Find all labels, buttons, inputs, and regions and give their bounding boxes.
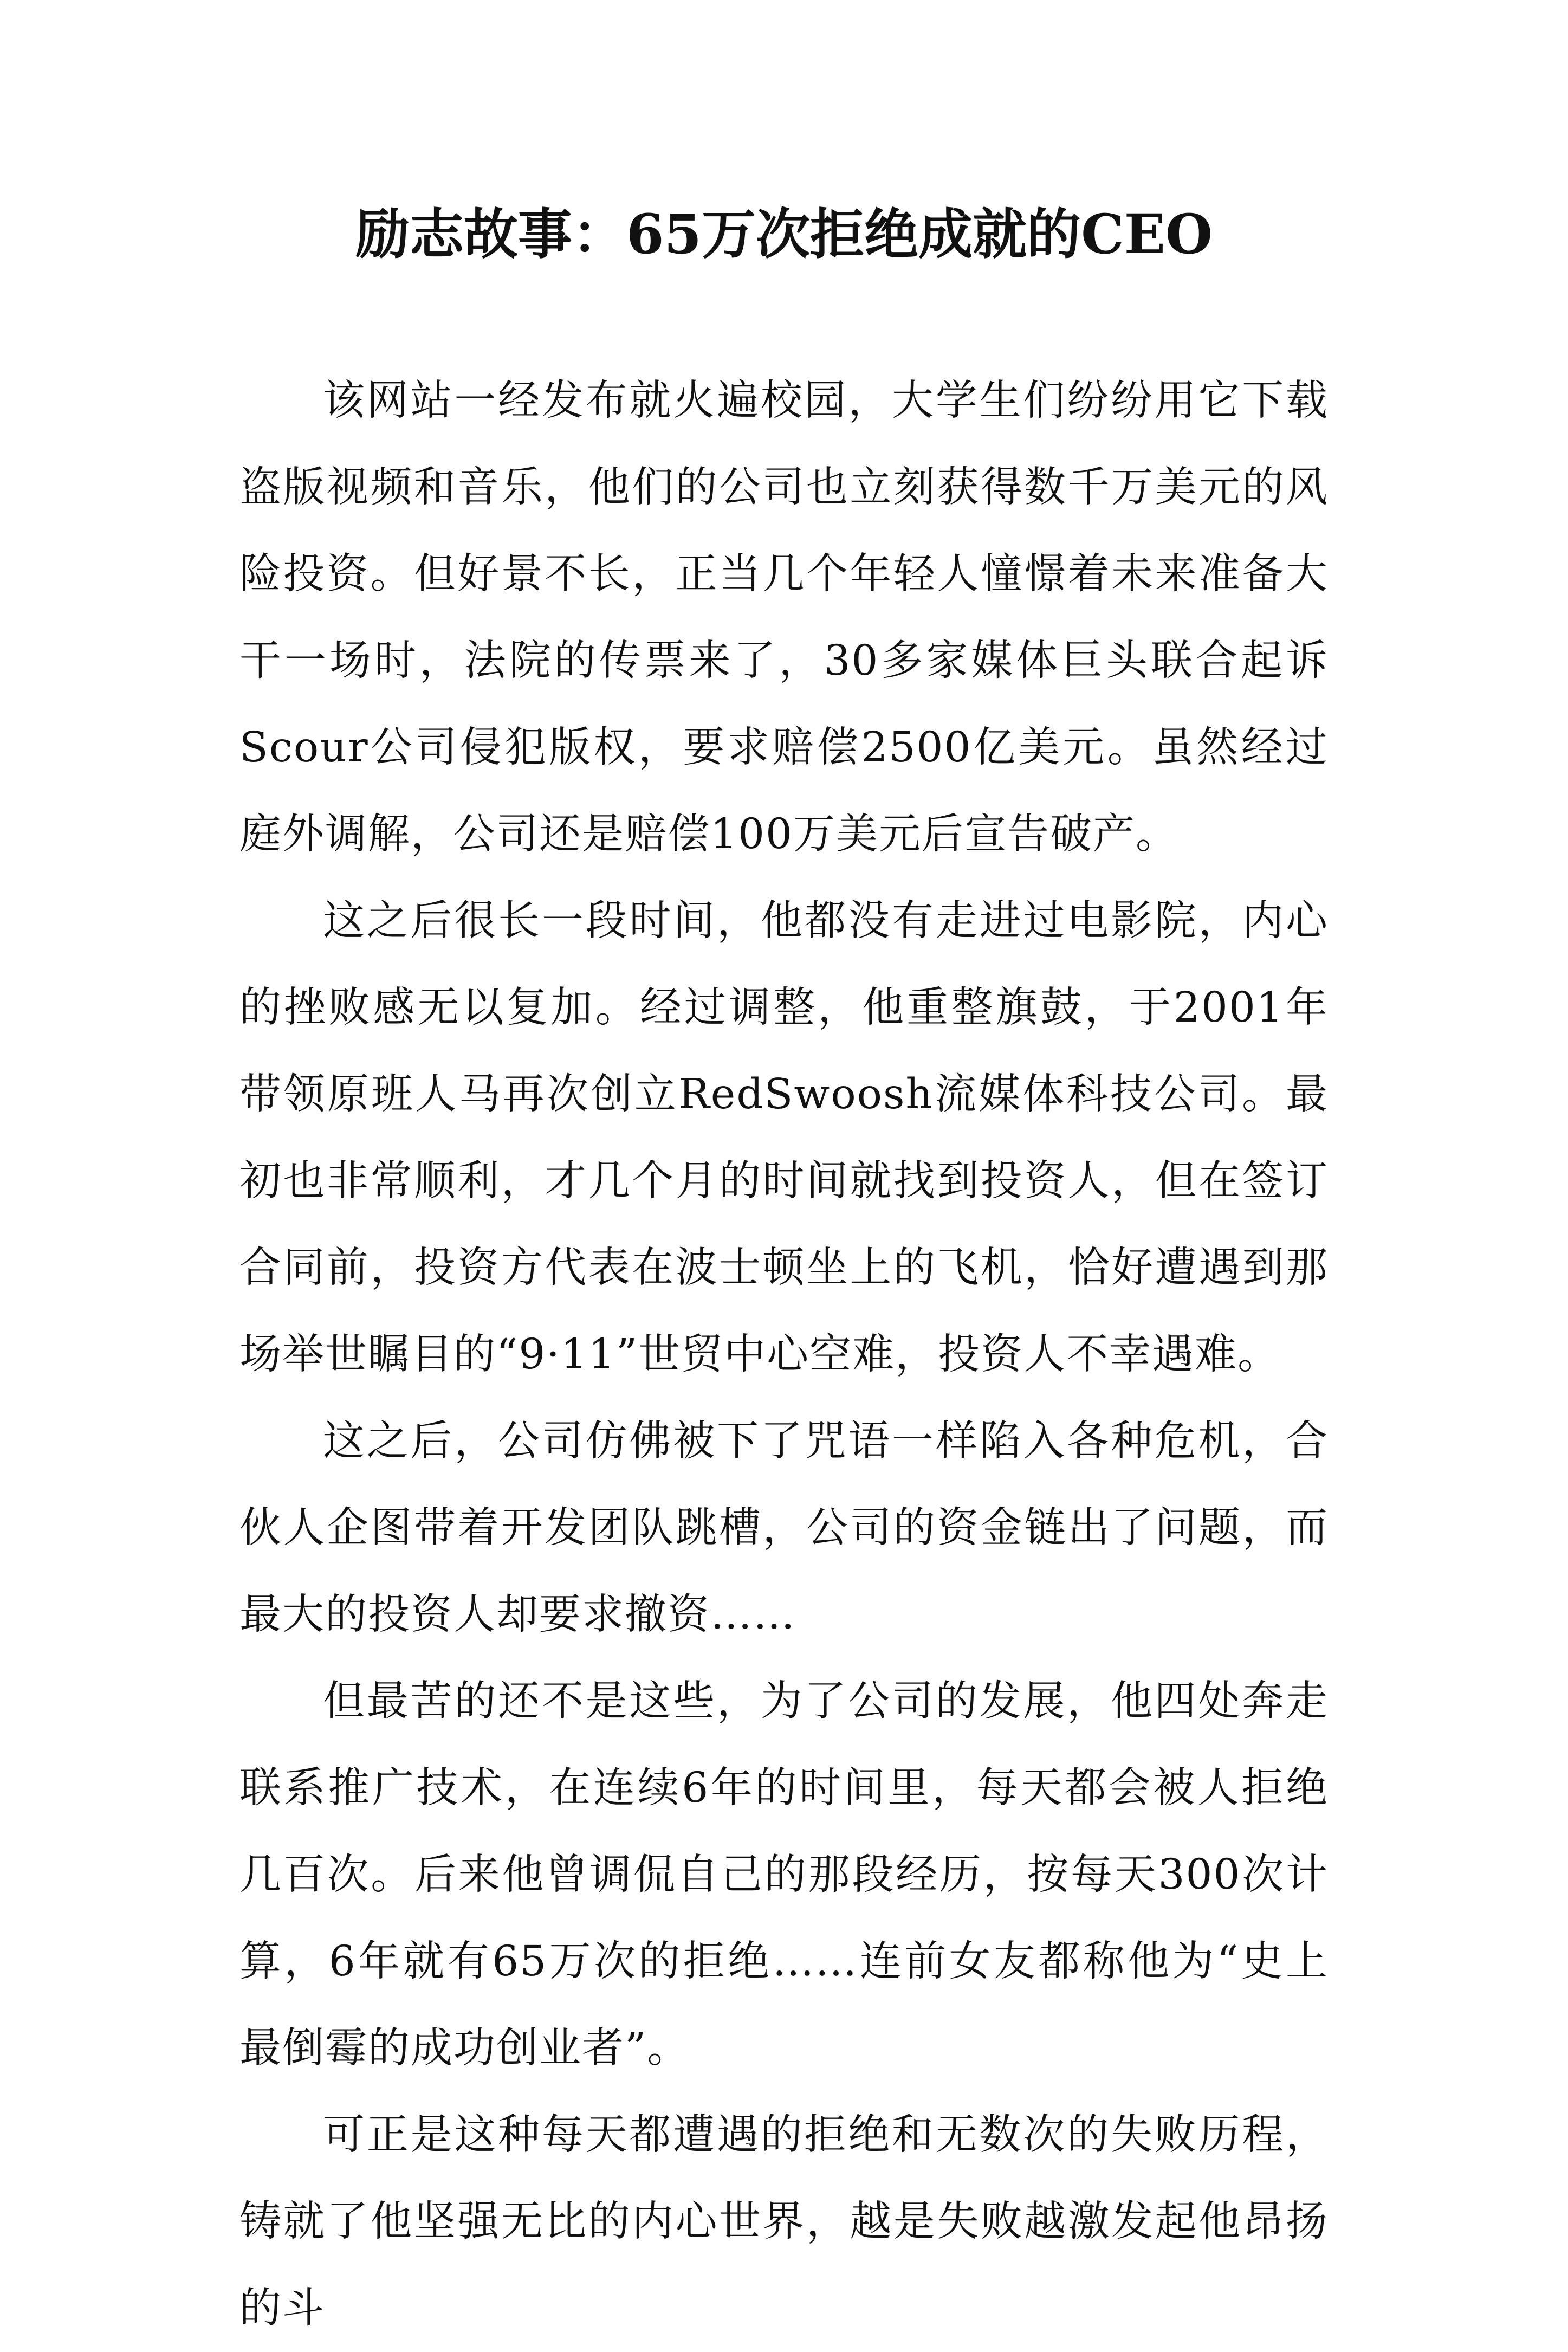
document-body xyxy=(239,358,1329,2352)
paragraph-1: 该网站一经发布就火遍校园，大学生们纷纷用它下载盗版视频和音乐，他们的公司也立刻获得数千万美元的风险投资。但好景不长，正当几个年轻人憧憬着未来准备大干一场时，法院的传票来了，30多家媒体巨头联合起诉Scour公司侵犯版权，要求赔偿2500亿美元。虽然经过庭外调解，公司还是赔偿100万美元后宣告破产。 xyxy=(239,377,1329,858)
paragraph-5: 可正是这种每天都遭遇的拒绝和无数次的失败历程，铸就了他坚强无比的内心世界，越是失败越激发起他昂扬的斗 xyxy=(239,2111,1329,2332)
paragraph-2: 这之后很长一段时间，他都没有走进过电影院，内心的挫败感无以复加。经过调整，他重整旗鼓，于2001年带领原班人马再次创立RedSwoosh流媒体科技公司。最初也非常顺利，才几个月的时间就找到投资人，但在签订合同前，投资方代表在波士顿坐上的飞机，恰好遭遇到那场举世瞩目的“9·11”世贸中心空难，投资人不幸遇难。 xyxy=(239,897,1329,1379)
paragraph-4: 但最苦的还不是这些，为了公司的发展，他四处奔走联系推广技术，在连续6年的时间里，每天都会被人拒绝几百次。后来他曾调侃自己的那段经历，按每天300次计算，6年就有65万次的拒绝……连前女友都称他为“史上最倒霉的成功创业者”。 xyxy=(239,1677,1329,2072)
document-title: 励志故事：65万次拒绝成就的CEO xyxy=(355,202,1213,266)
paragraph-3: 这之后，公司仿佛被下了咒语一样陷入各种危机，合伙人企图带着开发团队跳槽，公司的资金链出了问题，而最大的投资人却要求撤资…… xyxy=(239,1417,1329,1639)
